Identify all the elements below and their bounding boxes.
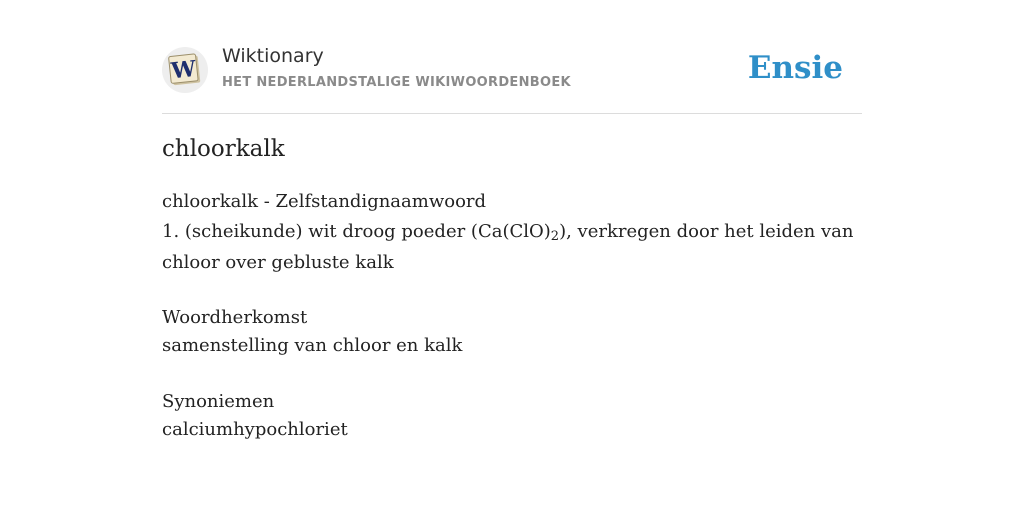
synonyms-text: calciumhypochloriet	[162, 419, 348, 440]
entry-card	[162, 40, 862, 162]
ensie-link[interactable]: Ensie	[747, 50, 843, 86]
entry-title: chloorkalk	[162, 136, 285, 162]
etymology-heading: Woordherkomst	[162, 307, 308, 328]
etymology-text: samenstelling van chloor en kalk	[162, 335, 463, 356]
site-header	[162, 40, 862, 114]
word-type-line: chloorkalk - Zelfstandignaamwoord	[162, 191, 487, 212]
wiktionary-logo-icon[interactable]	[162, 47, 208, 93]
definition-suffix: ), verkregen door het leiden van chloor over gebluste kalk	[162, 221, 854, 273]
synonyms-heading: Synoniemen	[162, 391, 275, 412]
definition-prefix: 1. (scheikunde) wit droog poeder (Ca(ClO)	[162, 221, 551, 242]
logo-letter: W	[169, 55, 198, 85]
etymology-section	[162, 304, 862, 360]
definition-text	[162, 216, 862, 278]
site-name[interactable]: Wiktionary	[222, 45, 324, 67]
site-tagline: HET NEDERLANDSTALIGE WIKIWOORDENBOEK	[222, 75, 571, 90]
definition-subscript: 2	[550, 229, 560, 244]
definition-section	[162, 188, 862, 278]
synonyms-section	[162, 388, 862, 444]
